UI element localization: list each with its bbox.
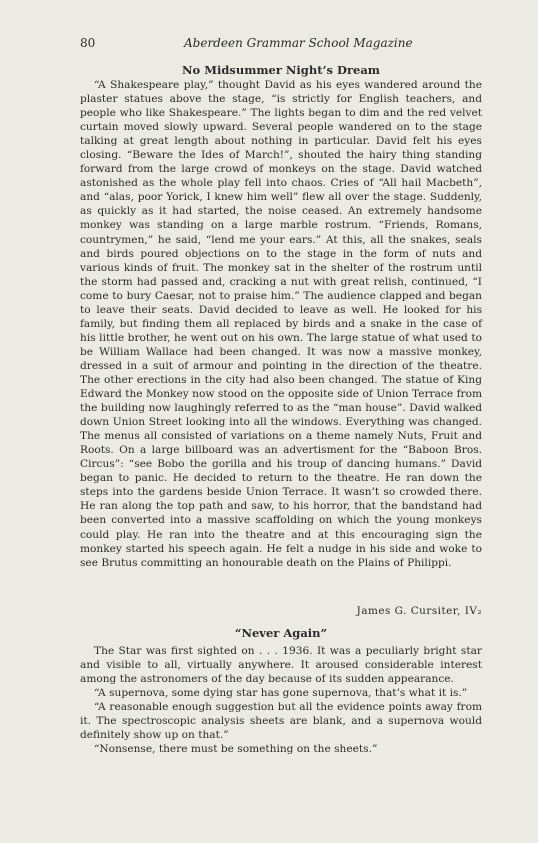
story-paragraph: “A reasonable enough suggestion but all the evidence points away from it. The spectroscopic analysis sheets are blank, and a supernova would definitely show up on that.” — [80, 701, 482, 742]
story-body — [80, 78, 482, 570]
story-title: “Never Again” — [234, 626, 328, 640]
running-title: Aberdeen Grammar School Magazine — [184, 36, 413, 50]
author-byline: James G. Cursiter, IV₂ — [356, 605, 482, 617]
page-number: 80 — [80, 36, 96, 50]
story-paragraph: “A Shakespeare play,” thought David as his eyes wandered around the plaster statues above the stage, “is strictly for English teachers, and people who like Shakespeare.” The lights began to dim and the red velvet curtain moved slowly upward. Several people wandered on to the stage talking at great length about nothing in particular. David felt his eyes closing. “Beware the Ides of March!”, shouted the hairy thing standing forward from the large crowd of monkeys on the stage. David watched astonished as the whole play fell into chaos. Cries of “All hail Macbeth”, and “alas, poor Yorick, I knew him well” flew all over the stage. Suddenly, as quickly as it had started, the noise ceased. An extremely handsome monkey was standing on a large marble rostrum. “Friends, Romans, countrymen,” he said, “lend me your ears.” At this, all the snakes, seals and birds poured objections on to the stage in the form of nuts and various kinds of fruit. The monkey sat in the shelter of the rostrum until the storm had passed and, cracking a nut with great relish, continued, “I come to bury Caesar, not to praise him.” The audience clapped and began to leave their seats. David decided to leave as well. He looked for his family, but finding them all replaced by birds and a snake in the case of his little brother, he went out on his own. The large statue of what used to be William Wallace had been changed. It was now a massive monkey, dressed in a suit of armour and pointing in the direction of the theatre. The other erections in the city had also been changed. The statue of King Edward the Monkey now stood on the opposite side of Union Terrace from the building now laughingly referred to as the “man house”. David walked down Union Street looking into all the windows. Everything was changed. The menus all consisted of variations on a theme namely Nuts, Fruit and Roots. On a large billboard was an advertisment for the “Baboon Bros. Circus”: “see Bobo the gorilla and his troup of dancing humans.” David began to panic. He decided to return to the theatre. He ran down the steps into the gardens beside Union Terrace. It wasn’t so crowded there. He ran along the top path and saw, to his horror, that the bandstand had been converted into a massive scaffolding on which the young monkeys could play. He ran into the theatre and at this encouraging sign the monkey started his speech again. He felt a nudge in his side and woke to see Brutus committing an honourable death on the Plains of Philippi. — [80, 79, 482, 569]
story-paragraph: “Nonsense, there must be something on the sheets.” — [94, 743, 378, 756]
story-body — [80, 644, 482, 756]
story-paragraph: “A supernova, some dying star has gone supernova, that’s what it is.” — [94, 687, 468, 700]
story-paragraph: The Star was first sighted on . . . 1936. It was a peculiarly bright star and visible to all, virtually anywhere. It aroused considerable interest among the astronomers of the day because of its sudden appearance. — [80, 645, 482, 686]
page-header — [80, 36, 482, 52]
story-title: No Midsummer Night’s Dream — [182, 63, 380, 77]
